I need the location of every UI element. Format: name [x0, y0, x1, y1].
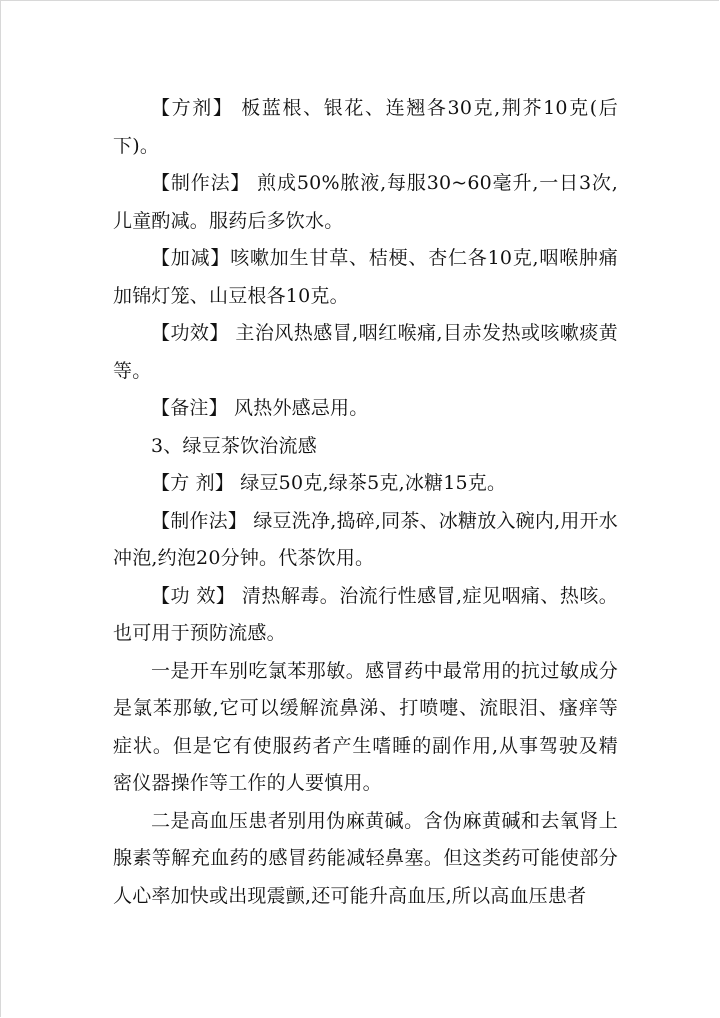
paragraph-advice-2: 二是高血压患者别用伪麻黄碱。含伪麻黄碱和去氧肾上腺素等解充血药的感冒药能减轻鼻塞。但这类药可能使部分人心率加快或出现震颤,还可能升高血压,所以高血压患者 — [113, 809, 618, 907]
paragraph-formula-2: 【方 剂】 绿豆50克,绿茶5克,冰糖15克。 — [151, 472, 507, 494]
document-body — [113, 90, 618, 915]
paragraph-preparation: 【制作法】 煎成50%脓液,每服30~60毫升,一日3次,儿童酌减。服药后多饮水。 — [113, 172, 618, 232]
section-heading: 3、绿豆茶饮治流感 — [151, 434, 317, 457]
paragraph-preparation-2: 【制作法】 绿豆洗净,捣碎,同茶、冰糖放入碗内,用开水冲泡,约泡20分钟。代茶饮用。 — [113, 509, 618, 569]
paragraph-formula: 【方剂】 板蓝根、银花、连翘各30克,荆芥10克(后下)。 — [113, 97, 618, 157]
paragraph-efficacy: 【功效】 主治风热感冒,咽红喉痛,目赤发热或咳嗽痰黄等。 — [113, 322, 618, 382]
paragraph-advice-1: 一是开车别吃氯苯那敏。感冒药中最常用的抗过敏成分是氯苯那敏,它可以缓解流鼻涕、打喷嚏、流眼泪、瘙痒等症状。但是它有使服药者产生嗜睡的副作用,从事驾驶及精密仪器操作等工作的人要慎用。 — [113, 659, 618, 794]
paragraph-efficacy-2: 【功 效】 清热解毒。治流行性感冒,症见咽痛、热咳。也可用于预防流感。 — [113, 584, 618, 644]
paragraph-note: 【备注】 风热外感忌用。 — [151, 397, 369, 419]
paragraph-modification: 【加减】咳嗽加生甘草、桔梗、杏仁各10克,咽喉肿痛加锦灯笼、山豆根各10克。 — [113, 247, 618, 307]
